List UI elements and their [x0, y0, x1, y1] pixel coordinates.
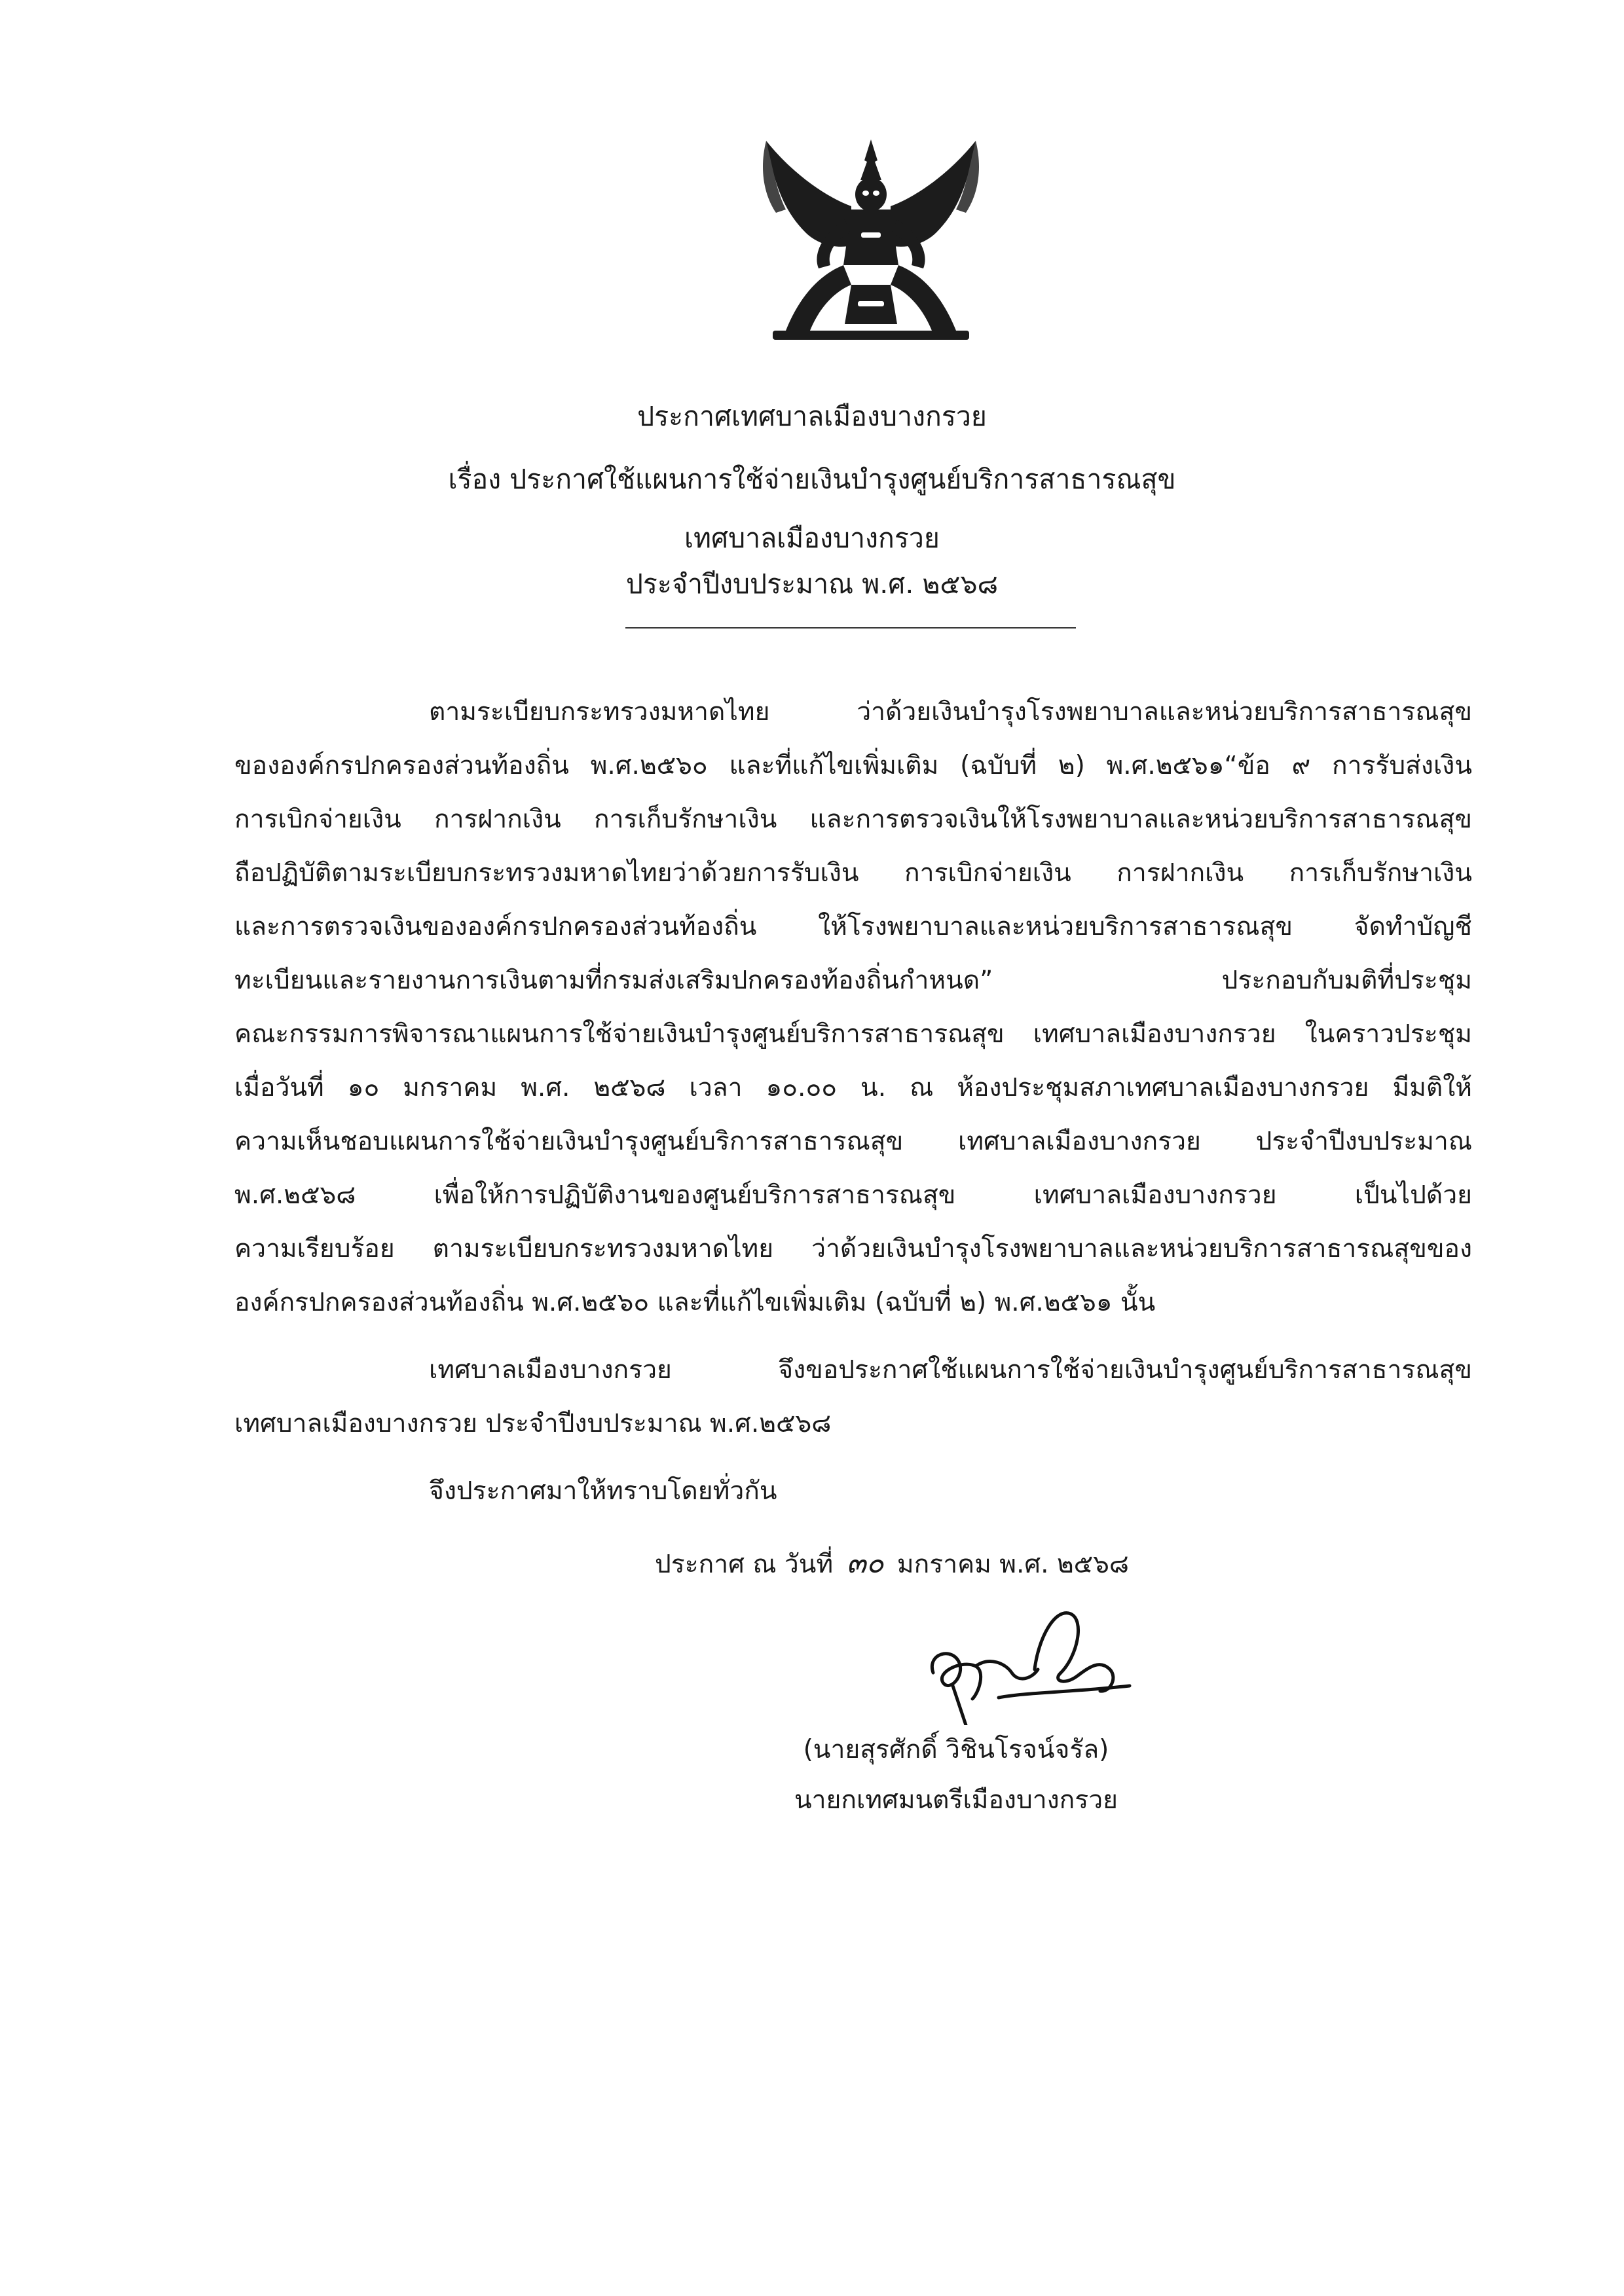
paragraph-line: การเบิกจ่ายเงิน การฝากเงิน การเก็บรักษาเงิน และการตรวจเงินให้โรงพยาบาลและหน่วยบริการสาธารณสุข [234, 805, 1472, 834]
heading-divider [625, 627, 1076, 629]
paragraph-line: เมื่อวันที่ ๑๐ มกราคม พ.ศ. ๒๕๖๘ เวลา ๑๐.๐๐ น. ณ ห้องประชุมสภาเทศบาลเมืองบางกรวย มีมติให้ [234, 1073, 1472, 1102]
paragraph-line: ความเรียบร้อย ตามระเบียบกระทรวงมหาดไทย ว่าด้วยเงินบำรุงโรงพยาบาลและหน่วยบริการสาธารณสุขของ [234, 1234, 1472, 1264]
signer-title: นายกเทศมนตรีเมืองบางกรวย [794, 1785, 1118, 1815]
paragraph-line: ตามระเบียบกระทรวงมหาดไทย ว่าด้วยเงินบำรุงโรงพยาบาลและหน่วยบริการสาธารณสุข [429, 697, 1472, 727]
paragraph-line: เทศบาลเมืองบางกรวย จึงขอประกาศใช้แผนการใช้จ่ายเงินบำรุงศูนย์บริการสาธารณสุข [429, 1355, 1472, 1385]
paragraph-line: ถือปฏิบัติตามระเบียบกระทรวงมหาดไทยว่าด้วยการรับเงิน การเบิกจ่ายเงิน การฝากเงิน การเก็บรักษาเงิน [234, 858, 1472, 888]
date-suffix: มกราคม พ.ศ. ๒๕๖๘ [896, 1550, 1130, 1579]
closing-line: จึงประกาศมาให้ทราบโดยทั่วกัน [429, 1476, 777, 1506]
announcement-fiscal-year: ประจำปีงบประมาณ พ.ศ. ๒๕๖๘ [625, 568, 999, 600]
paragraph-line: เทศบาลเมืองบางกรวย ประจำปีงบประมาณ พ.ศ.๒๕๖๘ [234, 1409, 832, 1438]
announcement-issuer: ประกาศเทศบาลเมืองบางกรวย [637, 401, 987, 432]
paragraph-line: คณะกรรมการพิจารณาแผนการใช้จ่ายเงินบำรุงศูนย์บริการสาธารณสุข เทศบาลเมืองบางกรวย ในคราวประชุม [234, 1019, 1472, 1049]
paragraph-line: ทะเบียนและรายงานการเงินตามที่กรมส่งเสริมปกครองท้องถิ่นกำหนด” ประกอบกับมติที่ประชุม [234, 966, 1472, 995]
handwritten-signature-icon [913, 1594, 1143, 1725]
signer-name: (นายสุรศักดิ์ วิชินโรจน์จรัล) [803, 1735, 1109, 1764]
paragraph-line: ขององค์กรปกครองส่วนท้องถิ่น พ.ศ.๒๕๖๐ และที่แก้ไขเพิ่มเติม (ฉบับที่ ๒) พ.ศ.๒๕๖๑“ข้อ ๙ การรับส่งเงิน [234, 751, 1472, 780]
announcement-date [655, 1545, 1129, 1583]
date-prefix: ประกาศ ณ วันที่ [655, 1550, 834, 1579]
paragraph-line: องค์กรปกครองส่วนท้องถิ่น พ.ศ.๒๕๖๐ และที่แก้ไขเพิ่มเติม (ฉบับที่ ๒) พ.ศ.๒๕๖๑ นั้น [234, 1288, 1156, 1317]
paragraph-line: และการตรวจเงินขององค์กรปกครองส่วนท้องถิ่น ให้โรงพยาบาลและหน่วยบริการสาธารณสุข จัดทำบัญชี [234, 912, 1472, 941]
announcement-subject: เรื่อง ประกาศใช้แผนการใช้จ่ายเงินบำรุงศูนย์บริการสาธารณสุข [448, 464, 1176, 495]
announcement-municipality: เทศบาลเมืองบางกรวย [684, 522, 940, 554]
garuda-emblem-icon [747, 134, 995, 350]
date-day: ๓๐ [846, 1546, 884, 1580]
paragraph-line: ความเห็นชอบแผนการใช้จ่ายเงินบำรุงศูนย์บริการสาธารณสุข เทศบาลเมืองบางกรวย ประจำปีงบประมาณ [234, 1127, 1472, 1156]
paragraph-line: พ.ศ.๒๕๖๘ เพื่อให้การปฏิบัติงานของศูนย์บริการสาธารณสุข เทศบาลเมืองบางกรวย เป็นไปด้วย [234, 1180, 1472, 1210]
